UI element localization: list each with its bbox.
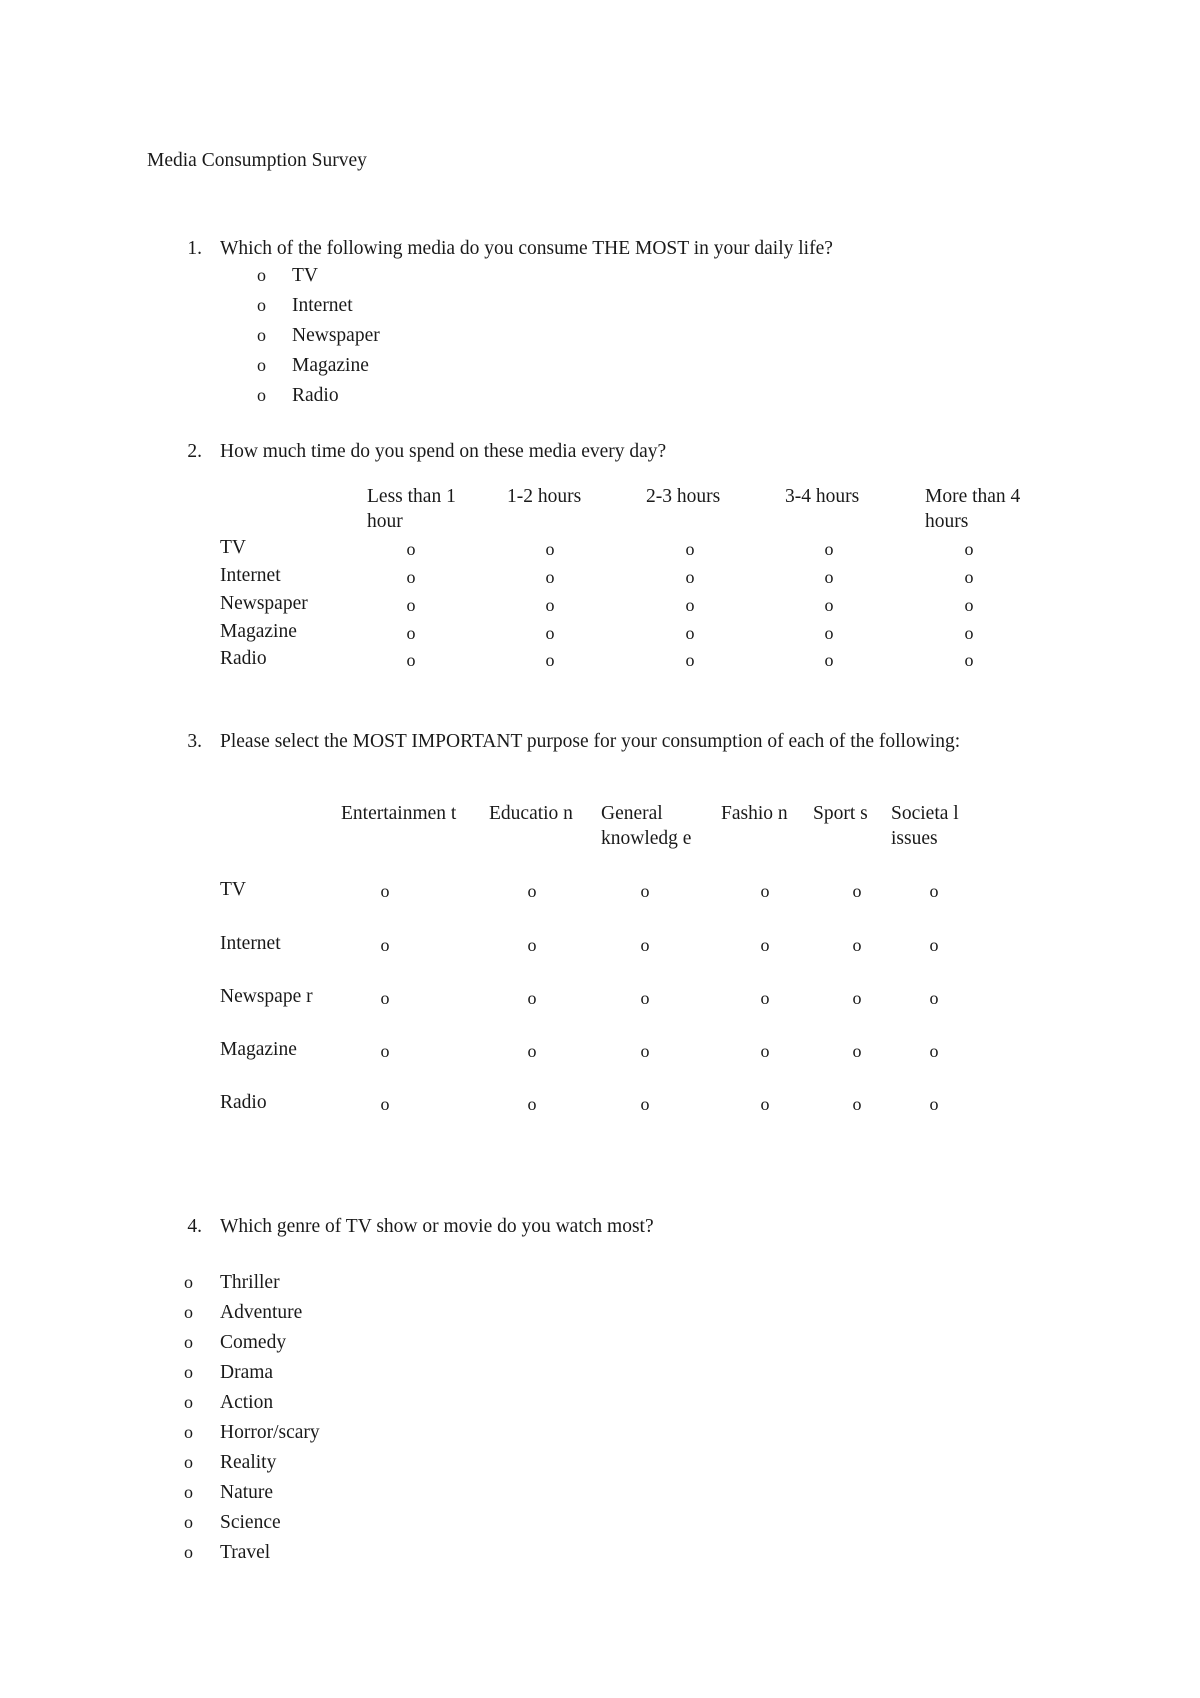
q2-row-label: TV: [220, 537, 246, 558]
question-4-text: Which genre of TV show or movie do you watch most?: [220, 1216, 654, 1237]
q2-radio-option[interactable]: o: [406, 623, 416, 643]
question-1-number: 1.: [187, 238, 202, 259]
question-1-text: Which of the following media do you consume THE MOST in your daily life?: [220, 238, 833, 259]
q3-radio-option[interactable]: o: [929, 935, 939, 955]
q1-option[interactable]: Newspaper: [292, 325, 380, 346]
q2-radio-option[interactable]: o: [824, 623, 834, 643]
q2-radio-option[interactable]: o: [824, 539, 834, 559]
q3-radio-option[interactable]: o: [760, 988, 770, 1008]
q3-column-header: Societa l issues: [891, 803, 959, 850]
q3-radio-option[interactable]: o: [640, 1094, 650, 1114]
q4-option[interactable]: Action: [220, 1392, 274, 1413]
q3-radio-option[interactable]: o: [640, 935, 650, 955]
q3-radio-option[interactable]: o: [380, 935, 390, 955]
bullet-icon: o: [257, 385, 266, 405]
q3-radio-option[interactable]: o: [852, 1041, 862, 1061]
q3-radio-option[interactable]: o: [929, 1041, 939, 1061]
q2-radio-option[interactable]: o: [964, 650, 974, 670]
q3-column-header: Educatio n: [489, 803, 573, 824]
q2-radio-option[interactable]: o: [824, 650, 834, 670]
q3-radio-option[interactable]: o: [760, 1041, 770, 1061]
bullet-icon: o: [257, 325, 266, 345]
bullet-icon: o: [184, 1422, 193, 1442]
q4-option[interactable]: Science: [220, 1512, 281, 1533]
q1-option[interactable]: Internet: [292, 295, 353, 316]
q3-radio-option[interactable]: o: [640, 1041, 650, 1061]
bullet-icon: o: [184, 1332, 193, 1352]
q4-option[interactable]: Nature: [220, 1482, 274, 1503]
q3-radio-option[interactable]: o: [380, 1041, 390, 1061]
q3-radio-option[interactable]: o: [527, 881, 537, 901]
q4-option[interactable]: Drama: [220, 1362, 274, 1383]
q2-radio-option[interactable]: o: [545, 623, 555, 643]
q3-column-header: General knowledg e: [601, 803, 692, 850]
q3-row-label: TV: [220, 879, 246, 900]
bullet-icon: o: [184, 1272, 193, 1292]
q3-radio-option[interactable]: o: [380, 988, 390, 1008]
q2-row-label: Radio: [220, 648, 267, 669]
q4-option[interactable]: Adventure: [220, 1302, 303, 1323]
q3-radio-option[interactable]: o: [929, 1094, 939, 1114]
bullet-icon: o: [184, 1452, 193, 1472]
bullet-icon: o: [184, 1542, 193, 1562]
q2-radio-option[interactable]: o: [406, 595, 416, 615]
q4-option[interactable]: Reality: [220, 1452, 277, 1473]
q3-radio-option[interactable]: o: [852, 1094, 862, 1114]
question-3-text: Please select the MOST IMPORTANT purpose for your consumption of each of the following:: [220, 731, 961, 752]
q3-radio-option[interactable]: o: [527, 1094, 537, 1114]
q2-radio-option[interactable]: o: [685, 595, 695, 615]
bullet-icon: o: [184, 1392, 193, 1412]
q3-radio-option[interactable]: o: [760, 1094, 770, 1114]
q3-radio-option[interactable]: o: [852, 935, 862, 955]
q2-radio-option[interactable]: o: [964, 623, 974, 643]
q4-option[interactable]: Horror/scary: [220, 1422, 320, 1443]
q3-column-header: Fashio n: [721, 803, 788, 824]
q2-radio-option[interactable]: o: [545, 567, 555, 587]
bullet-icon: o: [257, 265, 266, 285]
q2-radio-option[interactable]: o: [406, 567, 416, 587]
q2-radio-option[interactable]: o: [685, 650, 695, 670]
q2-radio-option[interactable]: o: [824, 595, 834, 615]
q3-row-label: Internet: [220, 933, 281, 954]
q2-radio-option[interactable]: o: [964, 539, 974, 559]
question-3-number: 3.: [187, 731, 202, 752]
bullet-icon: o: [184, 1302, 193, 1322]
q2-row-label: Newspaper: [220, 593, 308, 614]
q2-column-header: Less than 1 hour: [367, 486, 456, 533]
bullet-icon: o: [257, 355, 266, 375]
q2-radio-option[interactable]: o: [685, 623, 695, 643]
bullet-icon: o: [184, 1482, 193, 1502]
q3-radio-option[interactable]: o: [380, 881, 390, 901]
q2-radio-option[interactable]: o: [685, 539, 695, 559]
q2-radio-option[interactable]: o: [685, 567, 695, 587]
q2-radio-option[interactable]: o: [545, 595, 555, 615]
q3-radio-option[interactable]: o: [640, 988, 650, 1008]
q2-column-header: 2-3 hours: [646, 486, 721, 507]
question-2-number: 2.: [187, 441, 202, 462]
q2-radio-option[interactable]: o: [545, 650, 555, 670]
bullet-icon: o: [184, 1512, 193, 1532]
q3-radio-option[interactable]: o: [760, 935, 770, 955]
bullet-icon: o: [257, 295, 266, 315]
q3-column-header: Entertainmen t: [341, 803, 457, 824]
q4-option[interactable]: Comedy: [220, 1332, 287, 1353]
q3-radio-option[interactable]: o: [929, 988, 939, 1008]
q3-radio-option[interactable]: o: [527, 1041, 537, 1061]
q2-column-header: 3-4 hours: [785, 486, 860, 507]
q4-option[interactable]: Thriller: [220, 1272, 280, 1293]
question-2-text: How much time do you spend on these media every day?: [220, 441, 667, 462]
q1-option[interactable]: Radio: [292, 385, 339, 406]
q3-radio-option[interactable]: o: [640, 881, 650, 901]
q3-radio-option[interactable]: o: [852, 988, 862, 1008]
q2-radio-option[interactable]: o: [964, 567, 974, 587]
q2-column-header: 1-2 hours: [507, 486, 582, 507]
q1-option[interactable]: TV: [292, 265, 318, 286]
q2-row-label: Internet: [220, 565, 281, 586]
q3-radio-option[interactable]: o: [527, 935, 537, 955]
q2-radio-option[interactable]: o: [406, 650, 416, 670]
q3-row-label: Magazine: [220, 1039, 297, 1060]
q2-column-header: More than 4 hours: [925, 486, 1021, 533]
q3-radio-option[interactable]: o: [852, 881, 862, 901]
q3-column-header: Sport s: [813, 803, 868, 824]
document-title: Media Consumption Survey: [147, 150, 367, 171]
q2-radio-option[interactable]: o: [964, 595, 974, 615]
q3-radio-option[interactable]: o: [380, 1094, 390, 1114]
q1-option[interactable]: Magazine: [292, 355, 369, 376]
q2-radio-option[interactable]: o: [406, 539, 416, 559]
q2-row-label: Magazine: [220, 621, 297, 642]
q2-radio-option[interactable]: o: [545, 539, 555, 559]
q4-option[interactable]: Travel: [220, 1542, 271, 1563]
q3-radio-option[interactable]: o: [760, 881, 770, 901]
bullet-icon: o: [184, 1362, 193, 1382]
q3-row-label: Newspape r: [220, 986, 313, 1007]
q3-radio-option[interactable]: o: [929, 881, 939, 901]
question-4-number: 4.: [187, 1216, 202, 1237]
q3-radio-option[interactable]: o: [527, 988, 537, 1008]
q3-row-label: Radio: [220, 1092, 267, 1113]
q2-radio-option[interactable]: o: [824, 567, 834, 587]
